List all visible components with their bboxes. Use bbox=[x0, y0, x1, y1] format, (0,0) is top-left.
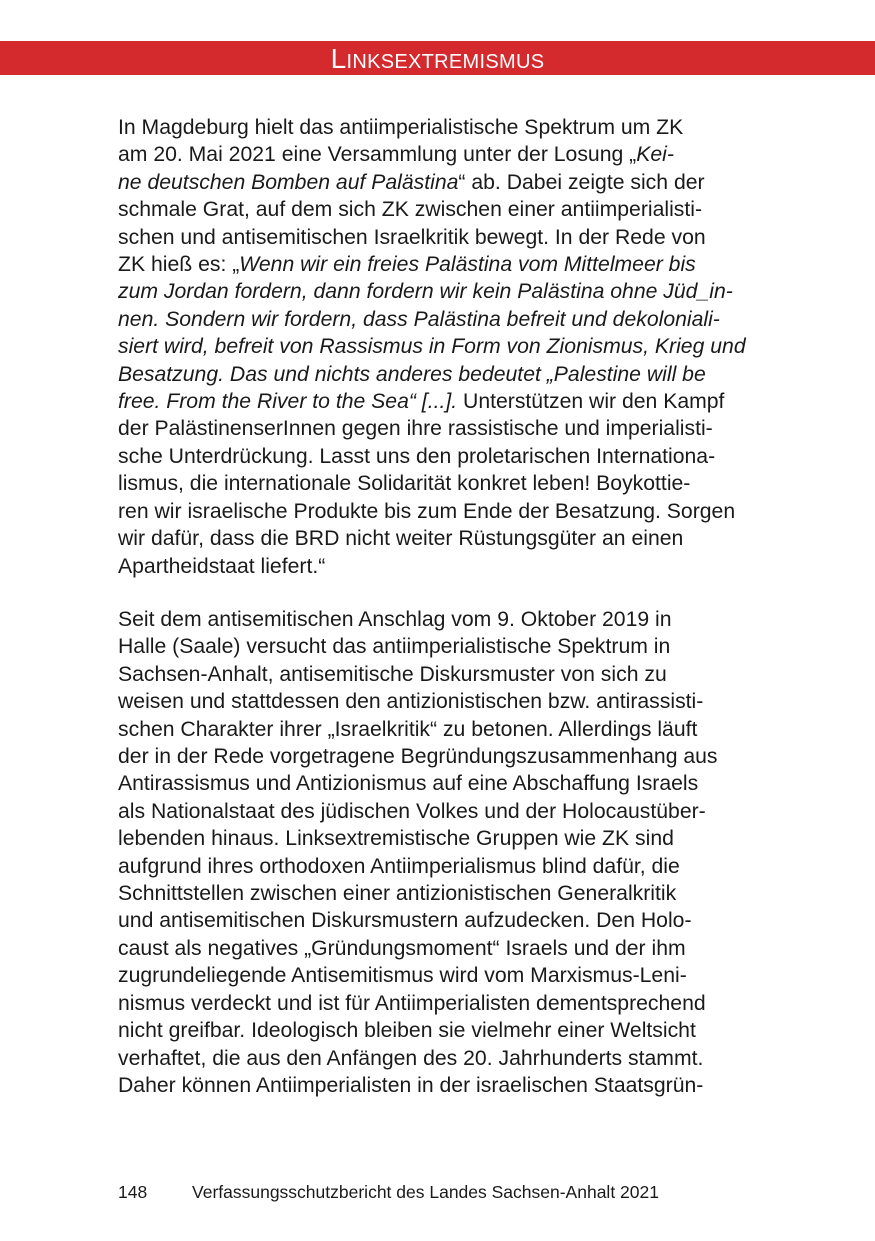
text-segment: ren wir israelische Produkte bis zum Ende der Besatzung. Sorgen bbox=[118, 499, 736, 523]
text-line bbox=[118, 224, 758, 251]
text-segment: Seit dem antisemitischen Anschlag vom 9. Oktober 2019 in bbox=[118, 608, 672, 631]
text-line bbox=[118, 1045, 758, 1072]
text-segment: schmale Grat, auf dem sich ZK zwischen einer antiimperialisti- bbox=[118, 198, 703, 222]
text-line bbox=[118, 498, 758, 525]
text-line bbox=[118, 606, 758, 633]
text-line bbox=[118, 114, 758, 141]
text-line bbox=[118, 853, 758, 880]
text-line bbox=[118, 661, 758, 688]
text-segment: schen Charakter ihrer „Israelkritik“ zu betonen. Allerdings läuft bbox=[118, 717, 698, 741]
text-segment: In Magdeburg hielt das antiimperialistische Spektrum um ZK bbox=[118, 116, 684, 139]
text-segment: lismus, die internationale Solidarität konkret leben! Boykottie- bbox=[118, 472, 691, 496]
italic-quote-segment: Wenn wir ein freies Palästina vom Mittelmeer bis bbox=[239, 253, 696, 277]
italic-quote-segment: siert wird, befreit von Rassismus in Form von Zionismus, Krieg und bbox=[118, 335, 746, 359]
text-line bbox=[118, 196, 758, 223]
text-line bbox=[118, 688, 758, 715]
italic-quote-segment: ne deutschen Bomben auf Palästina bbox=[118, 170, 459, 194]
text-segment: Sachsen-Anhalt, antisemitische Diskursmuster von sich zu bbox=[118, 662, 667, 686]
text-line bbox=[118, 169, 758, 196]
text-segment: Apartheidstaat liefert.“ bbox=[118, 554, 326, 578]
text-segment: lebenden hinaus. Linksextremistische Gruppen wie ZK sind bbox=[118, 827, 674, 851]
text-segment: wir dafür, dass die BRD nicht weiter Rüstungsgüter an einen bbox=[118, 527, 684, 551]
text-segment: caust als negatives „Gründungsmoment“ Israels und der ihm bbox=[118, 936, 686, 960]
text-segment: aufgrund ihres orthodoxen Antiimperialismus blind dafür, die bbox=[118, 854, 680, 878]
text-segment: Daher können Antiimperialisten in der israelischen Staatsgrün- bbox=[118, 1073, 704, 1097]
italic-quote-segment: Kei- bbox=[636, 143, 674, 167]
text-segment: “ ab. Dabei zeigte sich der bbox=[458, 170, 705, 194]
text-line bbox=[118, 251, 758, 278]
text-line bbox=[118, 935, 758, 962]
text-line bbox=[118, 415, 758, 442]
text-line bbox=[118, 525, 758, 552]
text-line bbox=[118, 1017, 758, 1044]
text-segment: als Nationalstaat des jüdischen Volkes und der Holocaustüber- bbox=[118, 799, 706, 823]
text-line bbox=[118, 770, 758, 797]
text-segment: verhaftet, die aus den Anfängen des 20. Jahrhunderts stammt. bbox=[118, 1046, 704, 1070]
text-segment: nicht greifbar. Ideologisch bleiben sie vielmehr einer Weltsicht bbox=[118, 1019, 696, 1043]
text-segment: Antirassismus und Antizionismus auf eine Abschaffung Israels bbox=[118, 772, 699, 796]
italic-quote-segment: free. From the River to the Sea“ [...]. bbox=[118, 390, 458, 414]
italic-quote-segment: nen. Sondern wir fordern, dass Palästina befreit und dekoloniali- bbox=[118, 307, 720, 331]
text-segment: sche Unterdrückung. Lasst uns den proletarischen Internationa- bbox=[118, 444, 716, 468]
text-line bbox=[118, 743, 758, 770]
page-number: 148 bbox=[118, 1182, 148, 1202]
text-segment: Schnittstellen zwischen einer antizionistischen Generalkritik bbox=[118, 882, 677, 906]
text-segment: der in der Rede vorgetragene Begründungszusammenhang aus bbox=[118, 745, 718, 769]
text-line bbox=[118, 443, 758, 470]
italic-quote-segment: Besatzung. Das und nichts anderes bedeutet „Palestine will be bbox=[118, 362, 706, 386]
text-segment: weisen und stattdessen den antizionistischen bzw. antirassisti- bbox=[118, 690, 704, 714]
italic-quote-segment: zum Jordan fordern, dann fordern wir kein Palästina ohne Jüd_in- bbox=[118, 280, 733, 304]
publication-title: Verfassungsschutzbericht des Landes Sachsen-Anhalt 2021 bbox=[192, 1182, 659, 1202]
text-line bbox=[118, 333, 758, 360]
text-segment: nismus verdeckt und ist für Antiimperialisten dementsprechend bbox=[118, 991, 706, 1015]
body-paragraph-1 bbox=[118, 114, 758, 580]
text-line bbox=[118, 553, 758, 580]
text-line bbox=[118, 633, 758, 660]
text-line bbox=[118, 141, 758, 168]
text-line bbox=[118, 990, 758, 1017]
text-line bbox=[118, 716, 758, 743]
text-line bbox=[118, 306, 758, 333]
text-segment: schen und antisemitischen Israelkritik bewegt. In der Rede von bbox=[118, 225, 706, 249]
text-line bbox=[118, 825, 758, 852]
text-line bbox=[118, 1072, 758, 1099]
text-line bbox=[118, 798, 758, 825]
body-paragraph-2 bbox=[118, 606, 758, 1099]
text-segment: der PalästinenserInnen gegen ihre rassistische und imperialisti- bbox=[118, 417, 713, 441]
text-segment: Halle (Saale) versucht das antiimperialistische Spektrum in bbox=[118, 635, 671, 659]
text-segment: am 20. Mai 2021 eine Versammlung unter der Losung „ bbox=[118, 143, 637, 167]
text-line bbox=[118, 962, 758, 989]
text-line bbox=[118, 907, 758, 934]
text-line bbox=[118, 361, 758, 388]
text-segment: ZK hieß es: „ bbox=[118, 253, 240, 277]
text-segment: zugrundeliegende Antisemitismus wird vom Marxismus-Leni- bbox=[118, 964, 687, 988]
text-line bbox=[118, 388, 758, 415]
text-line bbox=[118, 880, 758, 907]
text-segment: und antisemitischen Diskursmustern aufzudecken. Den Holo- bbox=[118, 909, 692, 933]
text-line bbox=[118, 278, 758, 305]
section-title: Linksextremismus bbox=[330, 43, 545, 74]
text-line bbox=[118, 470, 758, 497]
text-segment: Unterstützen wir den Kampf bbox=[457, 390, 725, 414]
